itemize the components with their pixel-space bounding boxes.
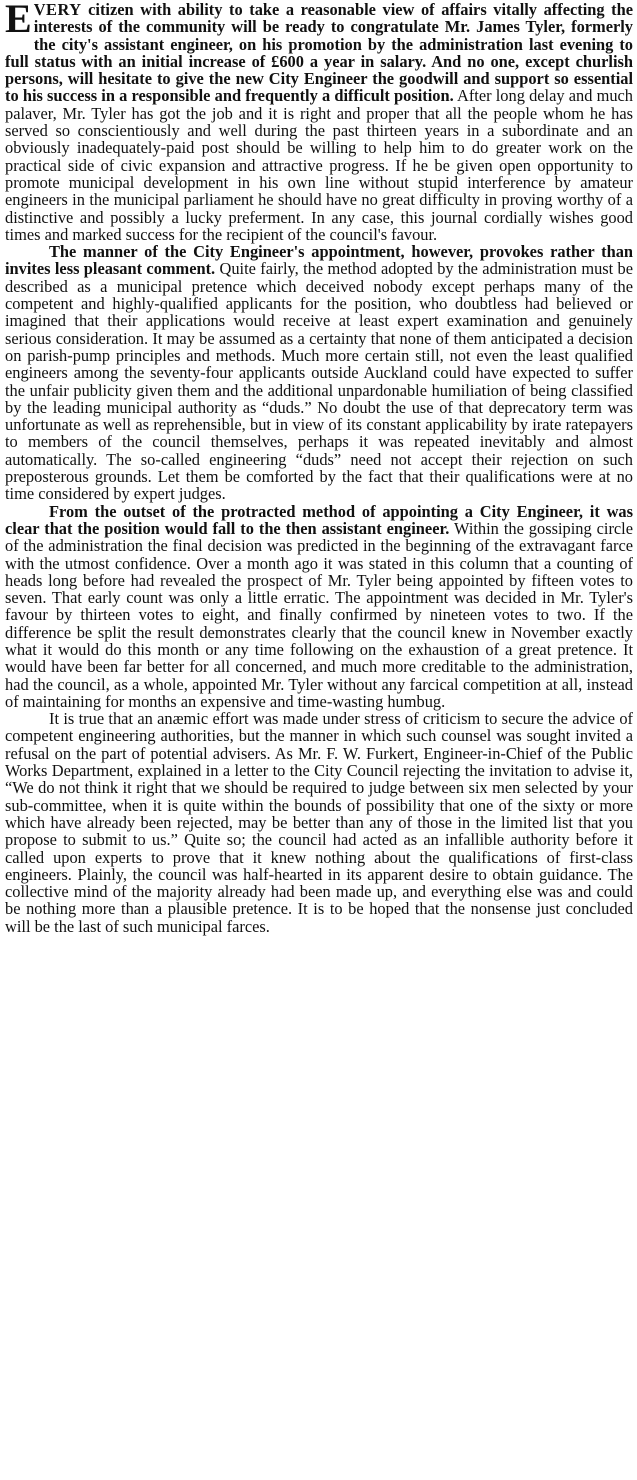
paragraph-2-text: Quite fairly, the method adopted by the administration must be described as a municipal pretence which deceived nobody except perhaps many of the competent and highly-qualified applicants for the position, who doubtless had believed or imagined that their applications would receive at least expert examination and genuinely serious consideration. It may be assumed as a certainty that none of them anticipated a decision on parish-pump principles and methods. Much more certain still, not even the least qualified engineers among the seventy-four applicants outside Auckland could have expected to suffer the unfair publicity given them and the additional unpardonable humiliation of being classified by the leading municipal authority as “duds.” No doubt the use of that deprecatory term was unfortunate as well as reprehensible, but in view of its constant applicability by irate ratepayers to members of the council themselves, perhaps it was repeated inevitably and almost automatically. The so-called engineering “duds” need not accept their rejection on such preposterous grounds. Let them be comforted by the fact that their qualifications were at no time considered by expert judges.: [5, 259, 633, 504]
paragraph-4-text: It is true that an anæmic effort was made under stress of criticism to secure the advice of competent engineering authorities, but the manner in which such counsel was sought invited a refusal on the part of potential advisers. As Mr. F. W. Furkert, Engineer-in-Chief of the Public Works Department, explained in a letter to the City Council rejecting the invitation to advise it, “We do not think it right that we should be required to judge between six men selected by your sub-committee, when it is quite within the bounds of possibility that one of the sixty or more which have already been rejected, may be better than any of those in the limited list that you propose to submit to us.” Quite so; the council had acted as an infallible authority before it called upon experts to prove that it knew nothing about the qualifications of first-class engineers. Plainly, the council was half-hearted in its apparent desire to obtain guidance. The collective mind of the majority already had been made up, and everything else was and could be nothing more than a plausible pretence. It is to be hoped that the nonsense just concluded will be the last of such municipal farces.: [5, 709, 633, 936]
paragraph-1: [5, 1, 633, 243]
paragraph-3: [5, 503, 633, 711]
paragraph-3-text: Within the gossiping circle of the administration the final decision was predicted in the beginning of the extravagant farce with the utmost confidence. Over a month ago it was stated in this column that a counting of heads long before had revealed the prospect of Mr. Tyler being appointed by fifteen votes to seven. That early count was only a little erratic. The appointment was decided in Mr. Tyler's favour by thirteen votes to eight, and finally confirmed by nineteen votes to two. If the difference be split the result demonstrates clearly that the council knew in November exactly what it would do this month or any time following on the exhaustion of a great pretence. It would have been far better for all concerned, and much more creditable to the administration, had the council, as a whole, appointed Mr. Tyler without any farcical competition at all, instead of maintaining for months an expensive and time-wasting humbug.: [5, 518, 634, 711]
paragraph-4: [5, 710, 633, 935]
paragraph-3-bold-lead: From the outset of the protracted method of appointing a City Engineer, it was clear that the position would fall to the then assistant engineer.: [5, 501, 633, 538]
paragraph-1-text: After long delay and much palaver, Mr. Tyler has got the job and it is right and proper that all the people whom he has served so conscientiously and well during the past thirteen years in a subordinate and an obviously inadequately-paid post should be willing to help him to do greater work on the practical side of civic expansion and attractive progress. If he be given open opportunity to promote municipal development in his own line without stupid interference by amateur engineers in the municipal parliament he should have no great difficulty in proving worthy of a distinctive and possibly a lucky preferment. In any case, this journal cordially wishes good times and marked success for the recipient of the council's favour.: [5, 86, 633, 244]
paragraph-2-bold-lead: The manner of the City Engineer's appointment, however, provokes rather than invites less pleasant comment.: [5, 242, 633, 279]
lead-word: VERY: [33, 0, 82, 19]
drop-cap: E: [5, 0, 32, 41]
paragraph-1-bold-lead: citizen with ability to take a reasonable view of affairs vitally affecting the interests of the community will be ready to congratulate Mr. James Tyler, formerly the city's assistant engineer, on his promotion by the administration last evening to full status with an initial increase of £600 a year in salary. And no one, except churlish persons, will hesitate to give the new City Engineer the goodwill and support so essential to his success in a responsible and frequently a difficult position.: [5, 0, 633, 106]
paragraph-2: [5, 243, 633, 502]
